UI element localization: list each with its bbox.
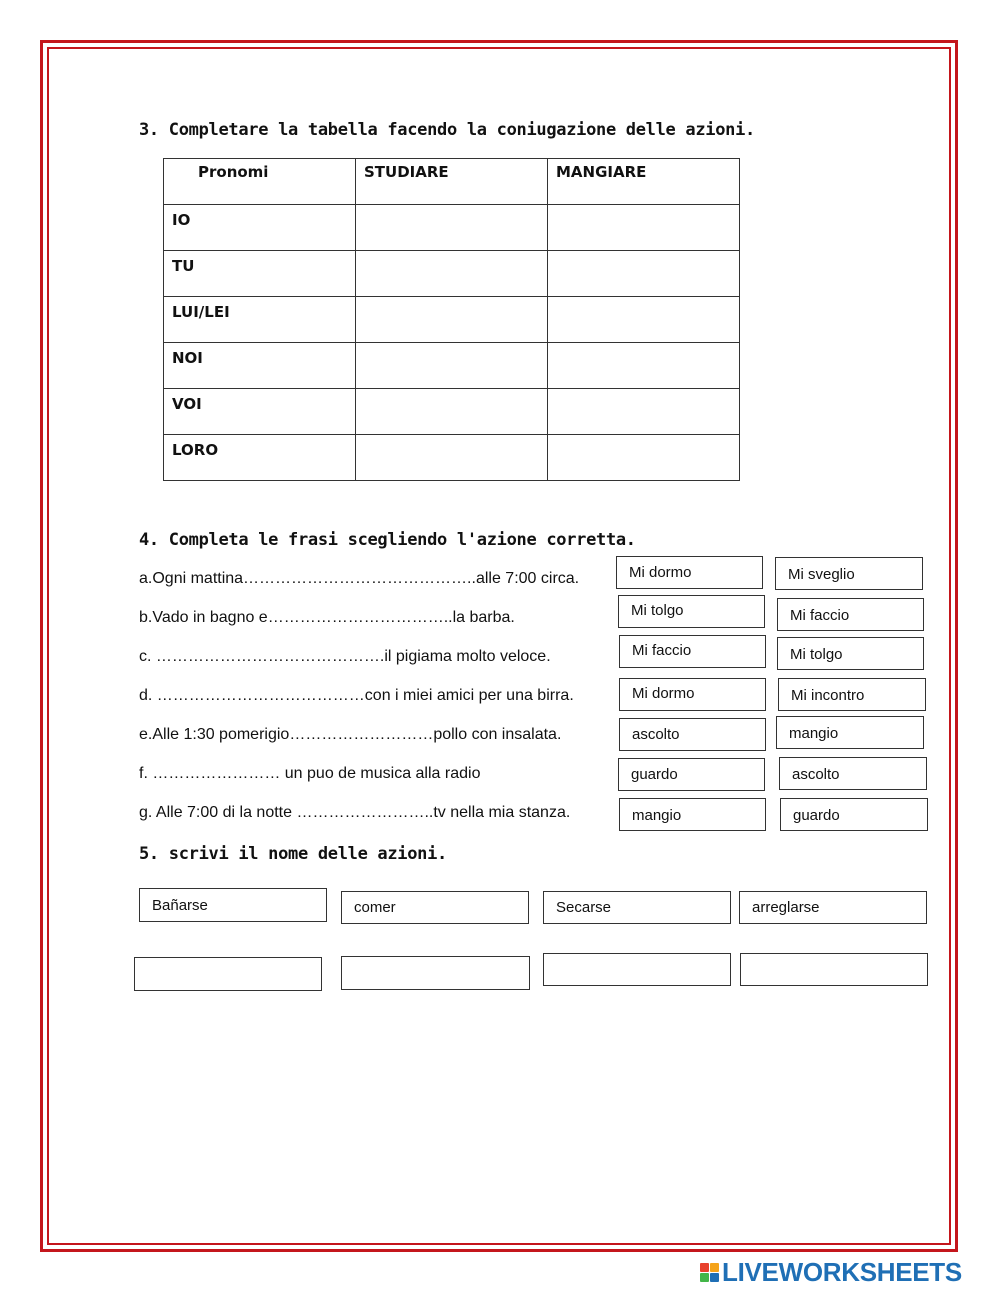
sentence-e: e.Alle 1:30 pomerigio………………………pollo con insalata. [139,726,562,743]
mangiare-answer-cell[interactable] [548,435,740,481]
mangiare-answer-cell[interactable] [548,389,740,435]
answer-box-4[interactable] [740,953,928,986]
pronoun-cell: NOI [164,343,356,389]
option-left-d[interactable]: Mi dormo [619,678,766,711]
table-header-row [164,159,740,205]
mangiare-answer-cell[interactable] [548,205,740,251]
word-box-2: comer [341,891,529,924]
option-left-f[interactable]: guardo [618,758,765,791]
table-row [164,343,740,389]
sentence-b: b.Vado in bagno e……………………………..la barba. [139,609,515,626]
pronoun-cell: TU [164,251,356,297]
option-left-e[interactable]: ascolto [619,718,766,751]
section5-heading: 5. scrivi il nome delle azioni. [139,844,447,864]
sentence-f: f. …………………… un puo de musica alla radio [139,765,481,782]
conjugation-table [163,158,740,481]
pronoun-cell: VOI [164,389,356,435]
table-row [164,251,740,297]
header-studiare: STUDIARE [356,159,548,205]
pronoun-cell: LUI/LEI [164,297,356,343]
header-mangiare: MANGIARE [548,159,740,205]
sentence-c: c. …………………………………….il pigiama molto veloce. [139,648,551,665]
sentence-g: g. Alle 7:00 di la notte ……………………..tv nella mia stanza. [139,804,571,821]
mangiare-answer-cell[interactable] [548,251,740,297]
answer-box-1[interactable] [134,957,322,991]
header-pronomi: Pronomi [164,159,356,205]
table-row [164,435,740,481]
option-right-e[interactable]: mangio [776,716,924,749]
word-box-3: Secarse [543,891,731,924]
option-left-c[interactable]: Mi faccio [619,635,766,668]
sentence-d: d. …………………………………con i miei amici per una birra. [139,687,574,704]
section4-heading: 4. Completa le frasi scegliendo l'azione corretta. [139,530,636,550]
mangiare-answer-cell[interactable] [548,297,740,343]
pronoun-cell: IO [164,205,356,251]
word-box-4: arreglarse [739,891,927,924]
option-left-a[interactable]: Mi dormo [616,556,763,589]
table-row [164,389,740,435]
sentence-a: a.Ogni mattina……………………………………..alle 7:00 circa. [139,570,580,587]
option-right-g[interactable]: guardo [780,798,928,831]
table-row [164,297,740,343]
studiare-answer-cell[interactable] [356,251,548,297]
logo-text: LIVEWORKSHEETS [722,1256,962,1287]
studiare-answer-cell[interactable] [356,297,548,343]
liveworksheets-logo[interactable] [700,1258,962,1286]
logo-icon [700,1263,719,1282]
option-right-c[interactable]: Mi tolgo [777,637,924,670]
option-right-d[interactable]: Mi incontro [778,678,926,711]
option-left-b[interactable]: Mi tolgo [618,595,765,628]
mangiare-answer-cell[interactable] [548,343,740,389]
option-right-f[interactable]: ascolto [779,757,927,790]
option-left-g[interactable]: mangio [619,798,766,831]
pronoun-cell: LORO [164,435,356,481]
studiare-answer-cell[interactable] [356,435,548,481]
studiare-answer-cell[interactable] [356,389,548,435]
option-right-a[interactable]: Mi sveglio [775,557,923,590]
answer-box-3[interactable] [543,953,731,986]
word-box-1: Bañarse [139,888,327,922]
studiare-answer-cell[interactable] [356,343,548,389]
table-row [164,205,740,251]
option-right-b[interactable]: Mi faccio [777,598,924,631]
studiare-answer-cell[interactable] [356,205,548,251]
answer-box-2[interactable] [341,956,530,990]
section3-heading: 3. Completare la tabella facendo la coniugazione delle azioni. [139,120,755,140]
